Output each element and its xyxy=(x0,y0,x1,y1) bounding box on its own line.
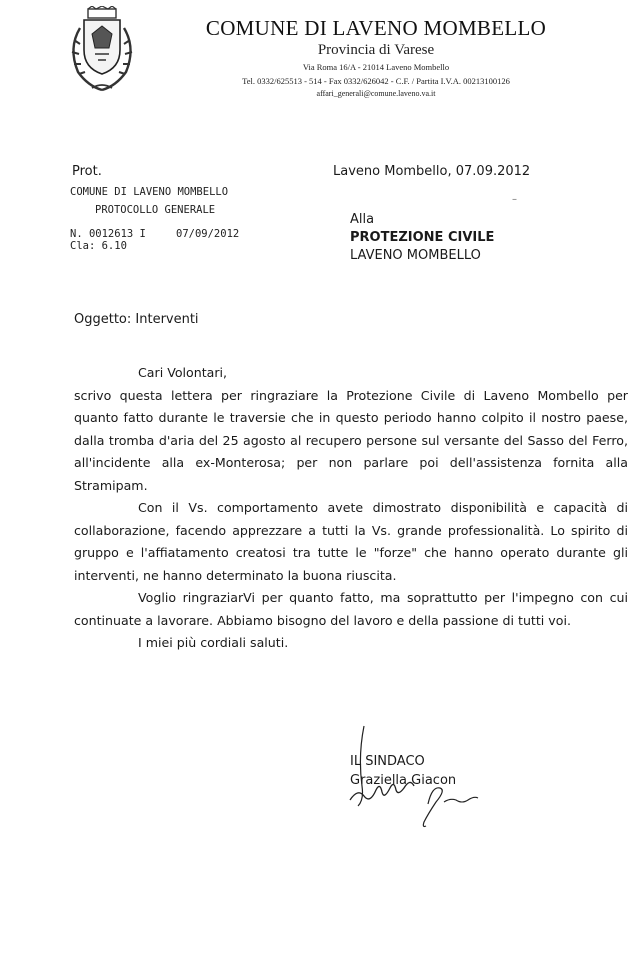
letter-greeting: Cari Volontari, xyxy=(138,365,228,380)
place-and-date: Laveno Mombello, 07.09.2012 xyxy=(333,164,531,179)
municipal-crest-logo xyxy=(62,6,142,94)
protocol-date: 07/09/2012 xyxy=(176,228,240,240)
municipality-title: COMUNE DI LAVENO MOMBELLO xyxy=(205,16,547,40)
municipality-email: affari_generali@comune.laveno.va.it xyxy=(316,89,436,98)
province-name: Provincia di Varese xyxy=(317,42,435,58)
letter-body xyxy=(74,362,628,655)
municipality-address: Via Roma 16/A - 21014 Laveno Mombello xyxy=(302,62,450,72)
protocol-stamp-line1: COMUNE DI LAVENO MOMBELLO xyxy=(70,186,229,198)
protocol-classification: Cla: 6.10 xyxy=(70,240,127,252)
recipient-city: LAVENO MOMBELLO xyxy=(350,248,481,263)
stray-mark: – xyxy=(512,194,517,205)
letter-paragraph-2: Con il Vs. comportamento avete dimostrato disponibilità e capacità di collaborazione, facendo apprezzare a tutti la Vs. grande professionalità. Lo spirito di gruppo e l'affiatamento creatosi tra tutte le "forze" che hanno operato durante gli interventi, ne hanno determinato la buona riuscita. xyxy=(74,500,628,583)
letter-paragraph-3: Voglio ringraziarVi per quanto fatto, ma soprattutto per l'impegno con cui continuate a lavorare. Abbiamo bisogno del lavoro e della passione di tutti voi. xyxy=(74,590,628,628)
recipient-prefix: Alla xyxy=(350,212,375,227)
handwritten-signature xyxy=(340,718,500,828)
signatory-role: IL SINDACO xyxy=(350,754,425,769)
letter-closing: I miei più cordiali saluti. xyxy=(138,635,289,650)
letter-paragraph-1: scrivo questa lettera per ringraziare la Protezione Civile di Laveno Mombello per quanto fatto durante le traversie che in questo periodo hanno colpito il nostro paese, dalla tromba d'aria del 25 agosto al recupero persone sul versante del Sasso del Ferro, all'incidente alla ex-Monterosa; per non parlare poi dell'assistenza fornita alla Stramipam. xyxy=(74,387,628,493)
municipality-contacts: Tel. 0332/625513 - 514 - Fax 0332/626042 - C.F. / Partita I.V.A. 00213100126 xyxy=(242,76,510,86)
signatory-name: Graziella Giacon xyxy=(350,773,457,788)
protocol-number: N. 0012613 I xyxy=(70,228,146,240)
protocol-stamp-line2: PROTOCOLLO GENERALE xyxy=(95,204,216,216)
protocol-label: Prot. xyxy=(72,164,102,179)
recipient-name: PROTEZIONE CIVILE xyxy=(350,230,495,245)
letter-subject: Oggetto: Interventi xyxy=(74,312,199,327)
